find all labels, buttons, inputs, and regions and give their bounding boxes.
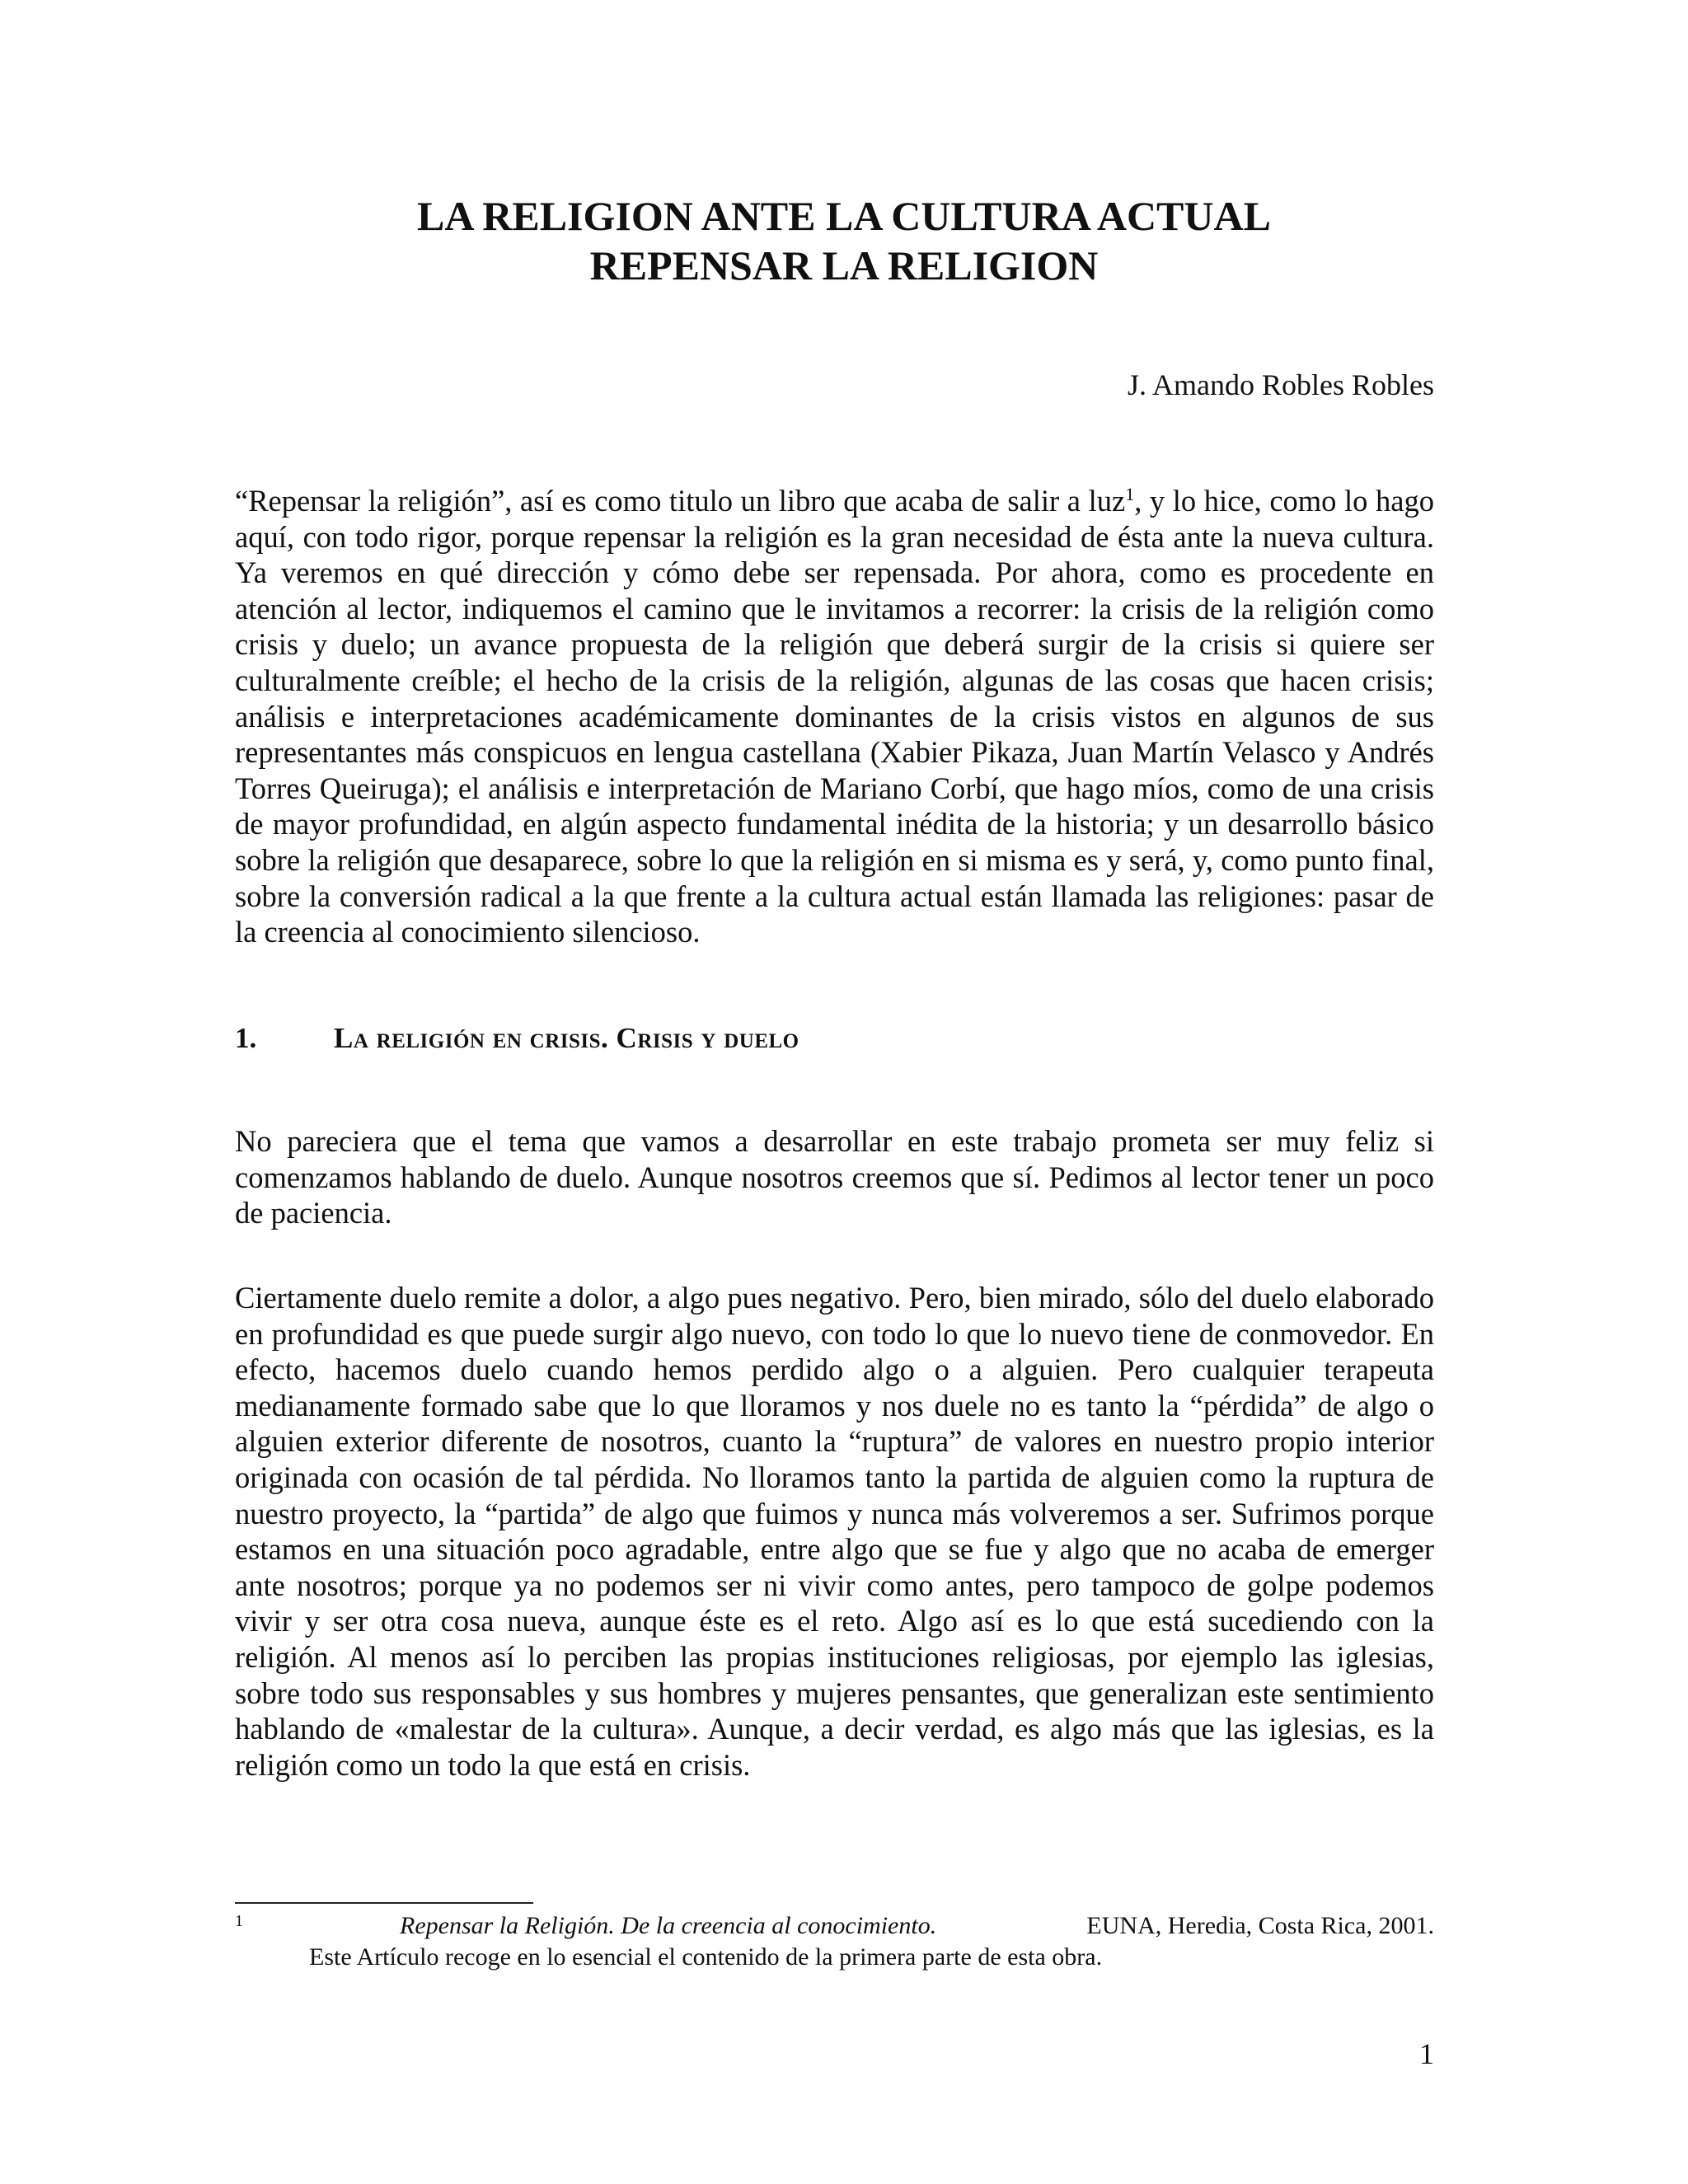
section-number: 1.	[235, 1022, 257, 1054]
title-line-1: LA RELIGION ANTE LA CULTURA ACTUAL	[417, 193, 1271, 239]
footnote-book-title: Repensar la Religión. De la creencia al conocimiento.	[400, 1912, 937, 1939]
footnote	[235, 1910, 1434, 1973]
intro-paragraph	[235, 483, 1434, 950]
author-name: J. Amando Robles Robles	[1127, 368, 1434, 401]
footnote-marker: 1	[235, 1912, 243, 1930]
footnote-line-1	[235, 1910, 1434, 1942]
title-line-2: REPENSAR LA RELIGION	[589, 242, 1099, 288]
intro-text-start: “Repensar la religión”, así es como titulo un libro que acaba de salir a luz	[235, 484, 1126, 518]
body-paragraph-1: No pareciera que el tema que vamos a desarrollar en este trabajo prometa ser muy feliz si comenzamos hablando de duelo. Aunque nosotros creemos que sí. Pedimos al lector tener un poco de paciencia.	[235, 1124, 1434, 1230]
footnote-publisher: EUNA, Heredia, Costa Rica, 2001.	[1086, 1912, 1434, 1939]
body-paragraph-2: Ciertamente duelo remite a dolor, a algo pues negativo. Pero, bien mirado, sólo del duelo elaborado en profundidad es que puede surgir algo nuevo, con todo lo que lo nuevo tiene de conmovedor. En efecto, hacemos duelo cuando hemos perdido algo o a alguien. Pero cualquier terapeuta medianamente formado sabe que lo que lloramos y nos duele no es tanto la “pérdida” de algo o alguien exterior diferente de nosotros, cuanto la “ruptura” de valores en nuestro propio interior originada con ocasión de tal pérdida. No lloramos tanto la partida de alguien como la ruptura de nuestro proyecto, la “partida” de algo que fuimos y nunca más volveremos a ser. Sufrimos porque estamos en una situación poco agradable, entre algo que se fue y algo que no acaba de emerger ante nosotros; porque ya no podemos ser ni vivir como antes, pero tampoco de golpe podemos vivir y ser otra cosa nueva, aunque éste es el reto. Algo así es lo que está sucediendo con la religión. Al menos así lo perciben las propias instituciones religiosas, por ejemplo las iglesias, sobre todo sus responsables y sus hombres y mujeres pensantes, que generalizan este sentimiento hablando de «malestar de la cultura». Aunque, a decir verdad, es algo más que las iglesias, es la religión como un todo la que está en crisis.	[235, 1281, 1434, 1782]
footnote-separator	[235, 1902, 533, 1904]
page-number: 1	[1419, 2037, 1434, 2070]
intro-text-rest: , y lo hice, como lo hago aquí, con todo rigor, porque repensar la religión es la gran necesidad de ésta ante la nueva cultura. Ya veremos en qué dirección y cómo debe ser repensada. Por ahora, como es procedente en atención al lector, indiquemos el camino que le invitamos a recorrer: la crisis de la religión como crisis y duelo; un avance propuesta de la religión que deberá surgir de la crisis si quiere ser culturalmente creíble; el hecho de la crisis de la religión, algunas de las cosas que hacen crisis; análisis e interpretaciones académicamente dominantes de la crisis vistos en algunos de sus representantes más conspicuos en lengua castellana (Xabier Pikaza, Juan Martín Velasco y Andrés Torres Queiruga); el análisis e interpretación de Mariano Corbí, que hago míos, como de una crisis de mayor profundidad, en algún aspecto fundamental inédita de la historia; y un desarrollo básico sobre la religión que desaparece, sobre lo que la religión en si misma es y será, y, como punto final, sobre la conversión radical a la que frente a la cultura actual están llamada las religiones: pasar de la creencia al conocimiento silencioso.	[235, 484, 1434, 949]
footnote-line-2: Este Artículo recoge en lo esencial el contenido de la primera parte de esta obra.	[309, 1943, 1103, 1971]
section-title: La religión en crisis. Crisis y duelo	[334, 1022, 799, 1054]
document-title	[231, 191, 1457, 290]
section-heading	[235, 1020, 799, 1057]
footnote-reference: 1	[1125, 483, 1135, 504]
